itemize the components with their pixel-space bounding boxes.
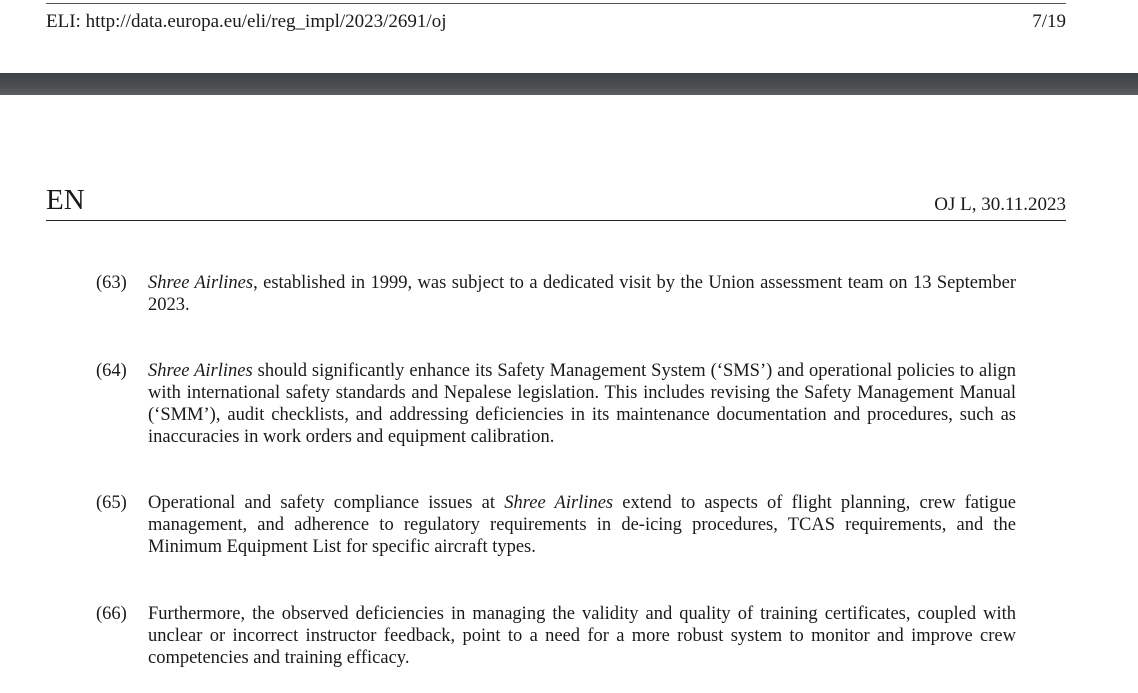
recital-number: (65) <box>96 493 127 513</box>
journal-reference: OJ L, 30.11.2023 <box>934 194 1066 215</box>
recital-65 <box>96 492 1016 558</box>
page-number: 7/19 <box>1032 11 1066 32</box>
recital-text <box>148 492 1016 558</box>
top-rule <box>46 3 1066 4</box>
recital-body-start: Operational and safety compliance issues at <box>148 493 505 513</box>
recital-63 <box>96 272 1016 316</box>
recital-number: (66) <box>96 604 127 624</box>
recital-number: (63) <box>96 273 127 293</box>
recital-body: , established in 1999, was subject to a dedicated visit by the Union assessment team on 13 September 2023. <box>148 273 1016 315</box>
page-separator <box>0 73 1138 95</box>
recital-text <box>148 360 1016 448</box>
recital-number: (64) <box>96 361 127 381</box>
eli-link[interactable]: ELI: http://data.europa.eu/eli/reg_impl/2023/2691/oj <box>46 11 447 32</box>
recital-body: Furthermore, the observed deficiencies in managing the validity and quality of training certificates, coupled with unclear or incorrect instructor feedback, point to a need for a more robust system to monitor and improve crew competencies and training efficacy. <box>148 604 1016 668</box>
company-name: Shree Airlines <box>148 361 253 381</box>
page-header <box>46 180 1066 221</box>
recital-66 <box>96 603 1016 669</box>
recital-body: extend to aspects of flight planning, crew fatigue management, and adherence to regulatory requirements in de-icing procedures, TCAS requirements, and the Minimum Equipment List for specific aircraft types. <box>148 493 1016 557</box>
recital-text <box>148 603 1016 669</box>
company-name: Shree Airlines <box>148 273 254 293</box>
recital-64 <box>96 360 1016 448</box>
recital-body: should significantly enhance its Safety Management System (‘SMS’) and operational policies to align with international safety standards and Nepalese legislation. This includes revising the Safety Management Manual (‘SMM’), audit checklists, and addressing deficiencies in its maintenance documentation and procedures, such as inaccuracies in work orders and equipment calibration. <box>148 361 1016 447</box>
recital-text <box>148 272 1016 316</box>
company-name: Shree Airlines <box>504 493 614 513</box>
language-code: EN <box>46 184 85 216</box>
